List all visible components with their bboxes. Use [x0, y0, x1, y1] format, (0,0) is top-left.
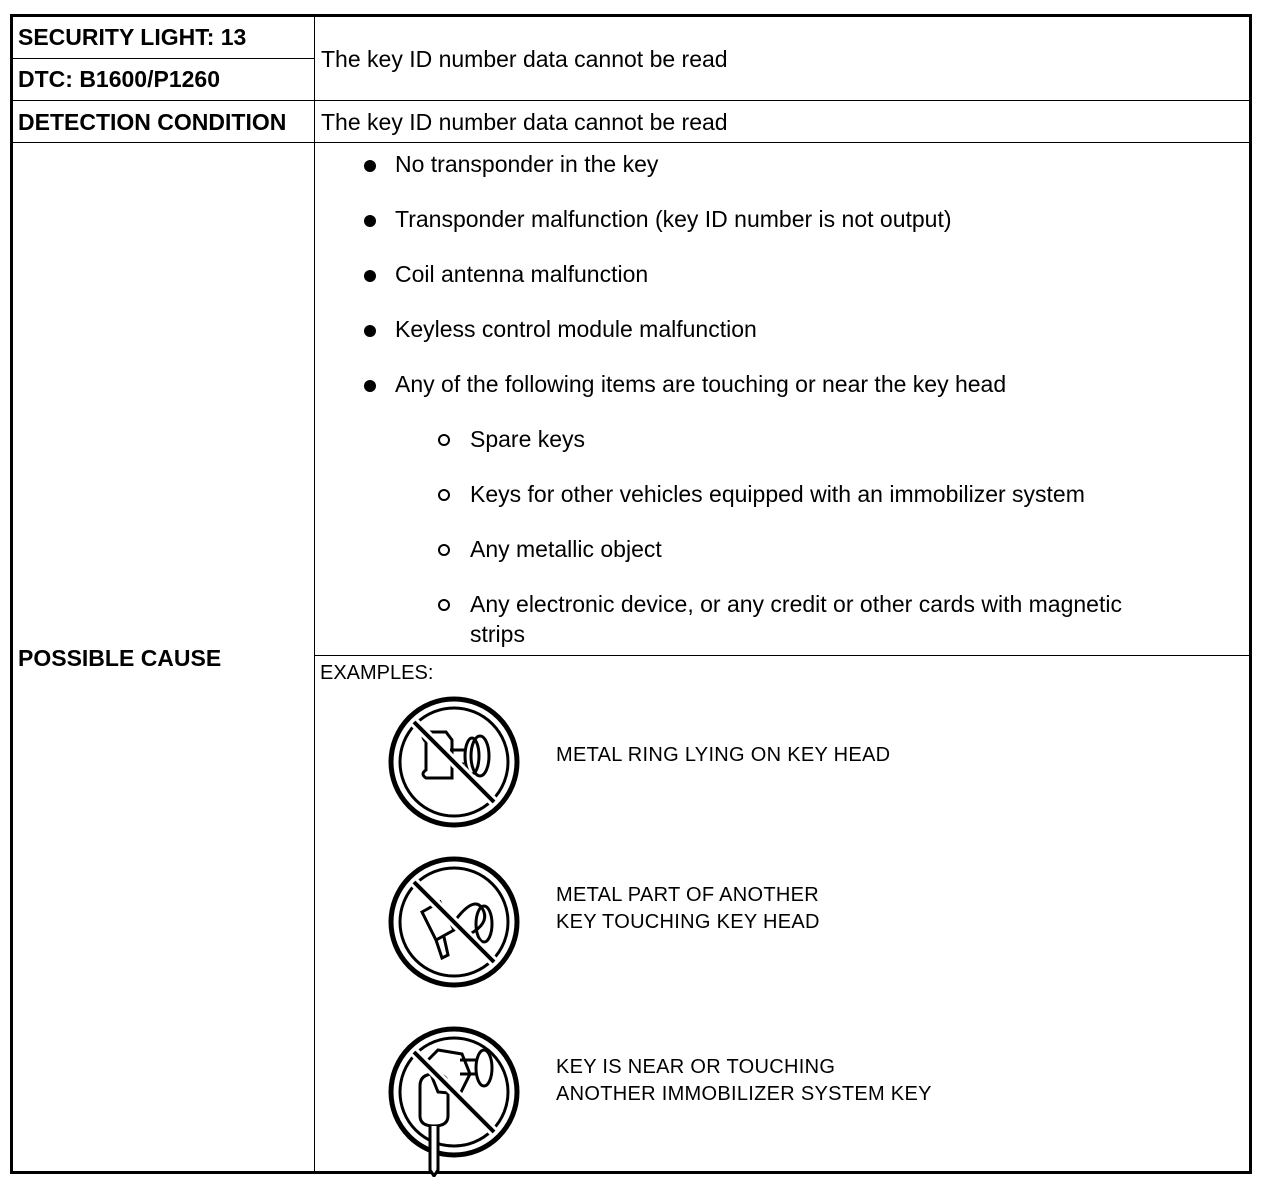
bullet-icon [364, 380, 376, 392]
cause-item: Any of the following items are touching or near the key head [395, 371, 1007, 397]
row-divider-security [12, 58, 314, 59]
cause-sub-item: Keys for other vehicles equipped with an immobilizer system [470, 481, 1085, 507]
example-caption: KEY IS NEAR OR TOUCHING ANOTHER IMMOBILIZER SYSTEM KEY [556, 1056, 932, 1105]
sub-bullet-icon [438, 489, 450, 501]
sub-bullet-icon [438, 599, 450, 611]
bullet-icon [364, 160, 376, 172]
dtc-description: The key ID number data cannot be read [321, 46, 728, 72]
cause-item: No transponder in the key [395, 151, 659, 177]
dtc-label: DTC: B1600/P1260 [18, 66, 220, 92]
bullet-icon [364, 325, 376, 337]
cause-item: Transponder malfunction (key ID number is not output) [395, 206, 952, 232]
row-divider-examples [314, 655, 1250, 656]
row-divider-header [12, 100, 1250, 101]
no-metal-key-part-icon [384, 852, 524, 992]
row-divider-detection [12, 142, 1250, 143]
no-metal-ring-icon [384, 692, 524, 832]
examples-label: EXAMPLES: [320, 662, 434, 684]
possible-cause-label: POSSIBLE CAUSE [18, 645, 222, 671]
cause-sub-item: Any electronic device, or any credit or other cards with magnetic [470, 591, 1122, 617]
example-caption: METAL PART OF ANOTHER KEY TOUCHING KEY HEAD [556, 884, 820, 933]
detection-condition-label: DETECTION CONDITION [18, 109, 287, 135]
sub-bullet-icon [438, 544, 450, 556]
bullet-icon [364, 270, 376, 282]
no-other-immobilizer-key-icon [384, 1022, 524, 1177]
bullet-icon [364, 215, 376, 227]
security-light-label: SECURITY LIGHT: 13 [18, 24, 247, 50]
cause-sub-item: Spare keys [470, 426, 586, 452]
cause-item: Keyless control module malfunction [395, 316, 757, 342]
column-divider [314, 16, 315, 1172]
cause-item: Coil antenna malfunction [395, 261, 649, 287]
example-caption: METAL RING LYING ON KEY HEAD [556, 744, 891, 766]
cause-sub-item: Any metallic object [470, 536, 662, 562]
sub-bullet-icon [438, 434, 450, 446]
cause-sub-item-continued: strips [470, 621, 525, 647]
detection-condition-value: The key ID number data cannot be read [321, 109, 728, 135]
